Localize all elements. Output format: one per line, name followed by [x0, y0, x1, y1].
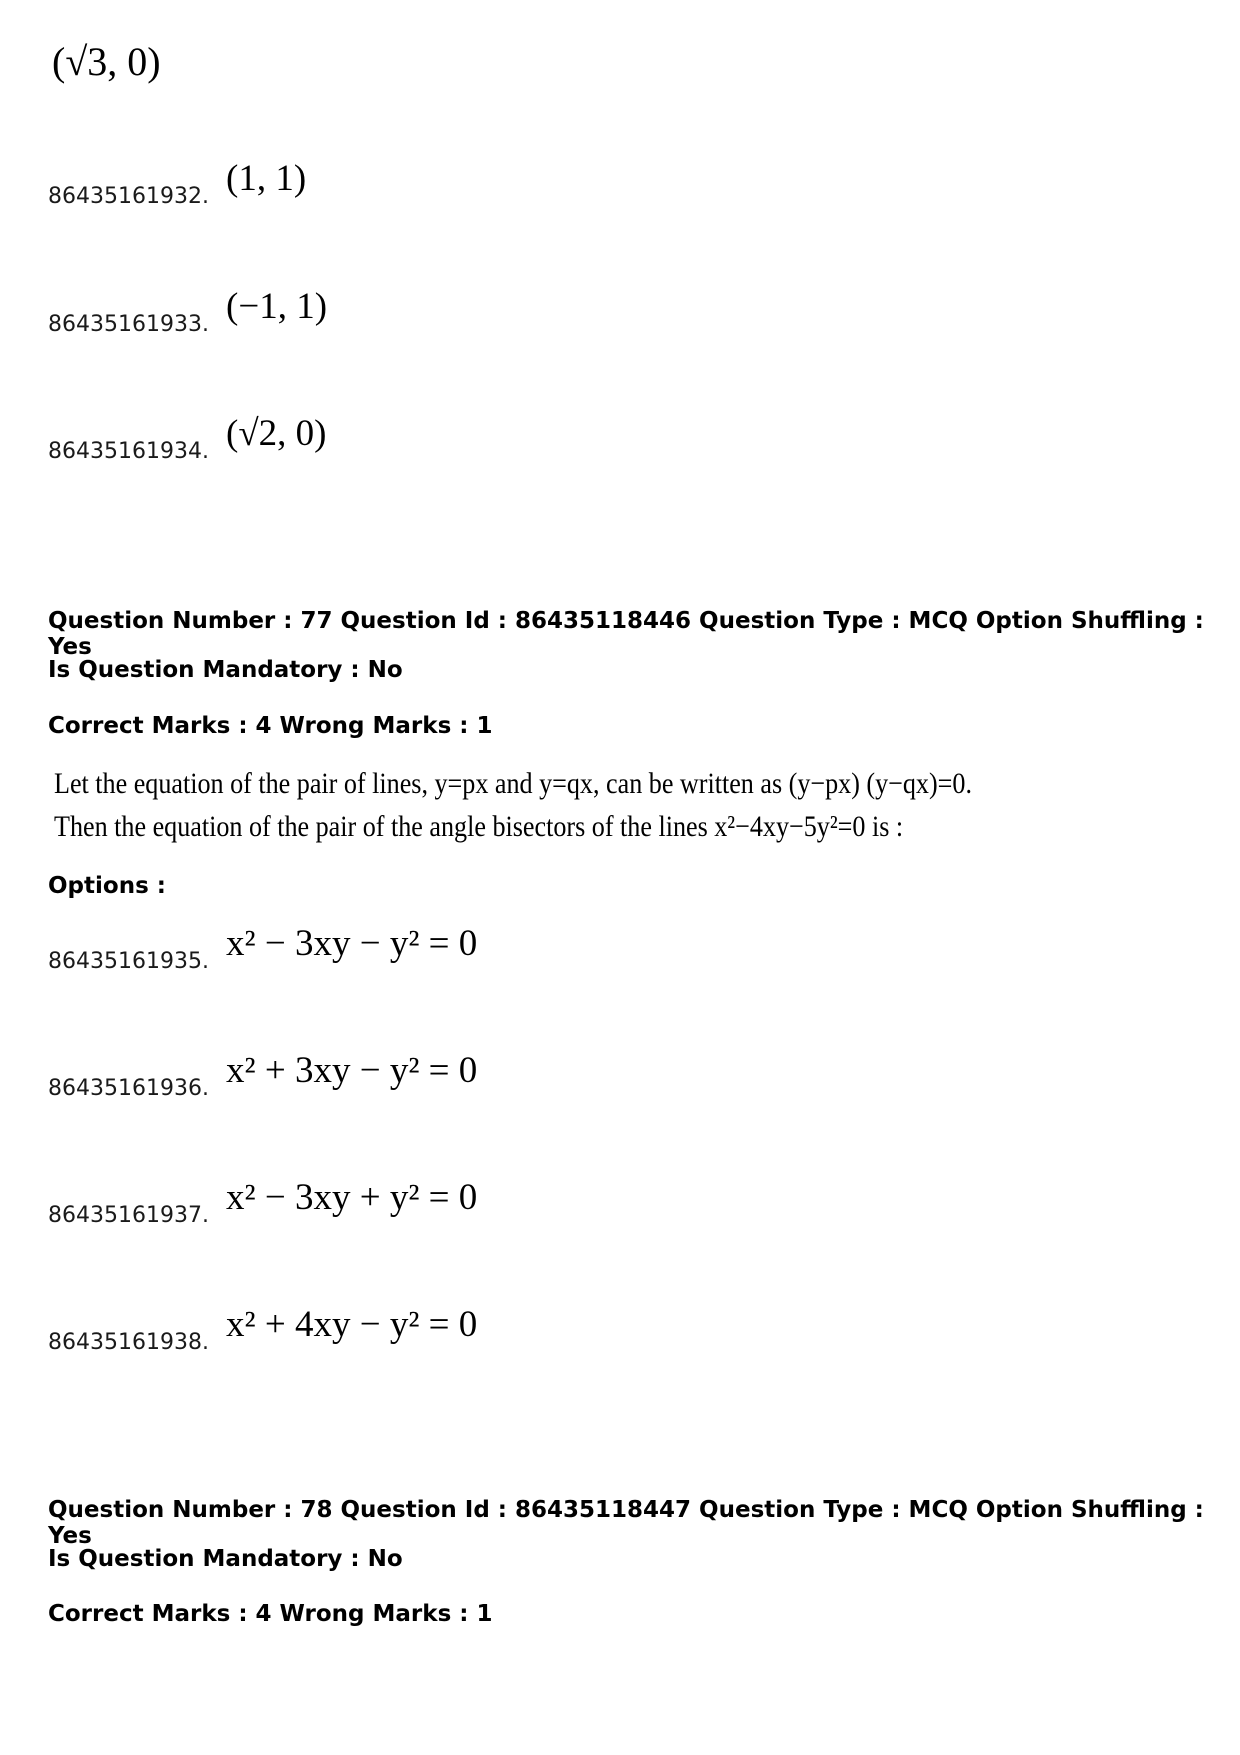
option-math: x² − 3xy − y² = 0 [226, 923, 478, 964]
question-marks: Correct Marks : 4 Wrong Marks : 1 [48, 1601, 493, 1627]
option-math: (−1, 1) [226, 286, 328, 327]
option-math: (1, 1) [226, 158, 307, 199]
option-row [48, 415, 326, 466]
option-row [48, 160, 306, 211]
question-text-line-1: Let the equation of the pair of lines, y=px and y=qx, can be written as (y−px) (y−qx)=0. [54, 767, 972, 800]
option-id: 86435161935. [48, 949, 209, 974]
option-math: (√2, 0) [226, 413, 327, 454]
question-marks: Correct Marks : 4 Wrong Marks : 1 [48, 713, 493, 739]
option-row [48, 1052, 477, 1103]
option-id: 86435161934. [48, 439, 209, 464]
option-id: 86435161936. [48, 1076, 209, 1101]
option-row [48, 925, 477, 976]
question-header: Question Number : 78 Question Id : 86435118447 Question Type : MCQ Option Shuffling : Yes [48, 1497, 1204, 1549]
options-label: Options : [48, 873, 166, 899]
question-text [54, 762, 972, 848]
question-mandatory: Is Question Mandatory : No [48, 1546, 403, 1572]
option-id: 86435161938. [48, 1330, 209, 1355]
option-row [48, 288, 327, 339]
option-row [48, 1306, 477, 1357]
question-text-line-2: Then the equation of the pair of the angle bisectors of the lines x²−4xy−5y²=0 is : [54, 810, 904, 843]
option-math: x² + 4xy − y² = 0 [226, 1304, 478, 1345]
option-id: 86435161933. [48, 312, 209, 337]
option-math-sqrt3: (√3, 0) [52, 39, 161, 84]
question-mandatory: Is Question Mandatory : No [48, 657, 403, 683]
option-row [48, 1179, 477, 1230]
option-math: x² + 3xy − y² = 0 [226, 1050, 478, 1091]
option-id: 86435161932. [48, 184, 209, 209]
option-math: x² − 3xy + y² = 0 [226, 1177, 478, 1218]
option-id: 86435161937. [48, 1203, 209, 1228]
question-header: Question Number : 77 Question Id : 86435118446 Question Type : MCQ Option Shuffling : Yes [48, 608, 1204, 660]
